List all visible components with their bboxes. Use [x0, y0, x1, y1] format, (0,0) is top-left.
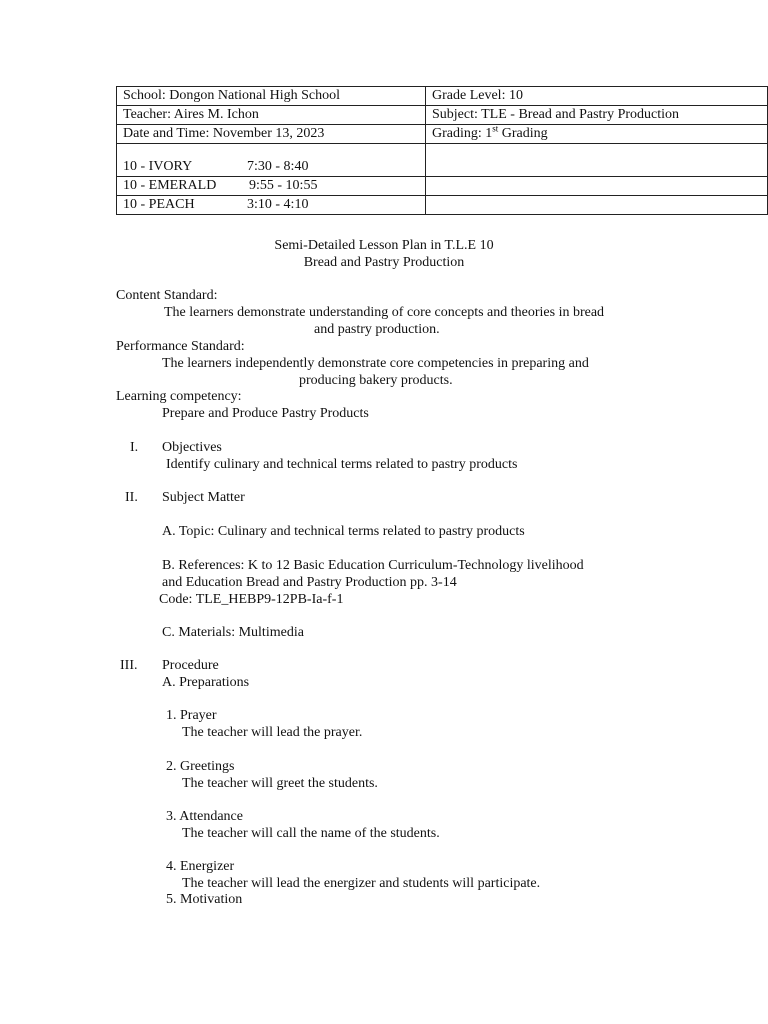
performance-standard-label: Performance Standard:	[116, 339, 245, 354]
content-standard-text: The learners demonstrate understanding of core concepts and theories in bread	[164, 305, 605, 320]
grading-suffix: Grading	[498, 126, 548, 141]
step-prayer-text: The teacher will lead the prayer.	[182, 725, 363, 740]
materials-text: C. Materials: Multimedia	[162, 625, 304, 640]
table-row	[117, 144, 768, 177]
grading-superscript: st	[492, 124, 499, 134]
performance-standard-text-cont: producing bakery products.	[299, 373, 453, 388]
learning-competency-text: Prepare and Produce Pastry Products	[162, 406, 369, 421]
step-motivation-label: 5. Motivation	[166, 892, 243, 907]
topic-text: A. Topic: Culinary and technical terms related to pastry products	[162, 524, 525, 539]
table-row	[117, 125, 768, 144]
step-energizer-text: The teacher will lead the energizer and students will participate.	[182, 876, 541, 891]
step-greetings-text: The teacher will greet the students.	[182, 776, 378, 791]
section-name: 10 - PEACH	[123, 197, 195, 212]
teacher-cell: Teacher: Aires M. Ichon	[117, 106, 426, 125]
empty-cell	[426, 177, 768, 196]
school-cell: School: Dongon National High School	[117, 87, 426, 106]
performance-standard-text: The learners independently demonstrate core competencies in preparing and	[162, 356, 589, 371]
content-standard-text-cont: and pastry production.	[314, 322, 440, 337]
step-attendance-label: 3. Attendance	[166, 809, 243, 824]
step-attendance-text: The teacher will call the name of the students.	[182, 826, 440, 841]
table-row	[117, 177, 768, 196]
objectives-heading: Objectives	[162, 440, 222, 455]
procedure-numeral: III.	[120, 658, 138, 673]
subject-matter-heading: Subject Matter	[162, 490, 245, 505]
table-row	[117, 106, 768, 125]
section-time: 3:10 - 4:10	[247, 197, 309, 212]
references-text-cont: and Education Bread and Pastry Production pp. 3-14	[162, 575, 457, 590]
subject-cell: Subject: TLE - Bread and Pastry Production	[426, 106, 768, 125]
section-time: 9:55 - 10:55	[249, 178, 318, 193]
grading-cell	[426, 125, 768, 144]
table-row	[117, 196, 768, 215]
table-row	[117, 87, 768, 106]
objectives-numeral: I.	[130, 440, 139, 455]
code-text: Code: TLE_HEBP9-12PB-Ia-f-1	[159, 592, 344, 607]
step-greetings-label: 2. Greetings	[166, 759, 235, 774]
content-standard-label: Content Standard:	[116, 288, 218, 303]
empty-cell	[426, 144, 768, 177]
preparations-heading: A. Preparations	[162, 675, 250, 690]
document-subtitle: Bread and Pastry Production	[303, 255, 465, 270]
document-title: Semi-Detailed Lesson Plan in T.L.E 10	[274, 238, 494, 253]
section-name: 10 - IVORY	[123, 159, 193, 174]
section-cell	[117, 196, 426, 215]
grade-level-cell: Grade Level: 10	[426, 87, 768, 106]
step-prayer-label: 1. Prayer	[166, 708, 217, 723]
date-time-cell: Date and Time: November 13, 2023	[117, 125, 426, 144]
procedure-heading: Procedure	[162, 658, 219, 673]
section-time: 7:30 - 8:40	[247, 159, 309, 174]
references-text: B. References: K to 12 Basic Education Curriculum-Technology livelihood	[162, 558, 584, 573]
empty-cell	[426, 196, 768, 215]
objectives-text: Identify culinary and technical terms related to pastry products	[166, 457, 518, 472]
grading-prefix: Grading: 1	[432, 126, 493, 141]
header-info-table	[116, 86, 768, 215]
learning-competency-label: Learning competency:	[116, 389, 242, 404]
section-cell	[117, 144, 426, 177]
step-energizer-label: 4. Energizer	[166, 859, 235, 874]
section-cell	[117, 177, 426, 196]
section-name: 10 - EMERALD	[123, 178, 217, 193]
subject-matter-numeral: II.	[125, 490, 138, 505]
